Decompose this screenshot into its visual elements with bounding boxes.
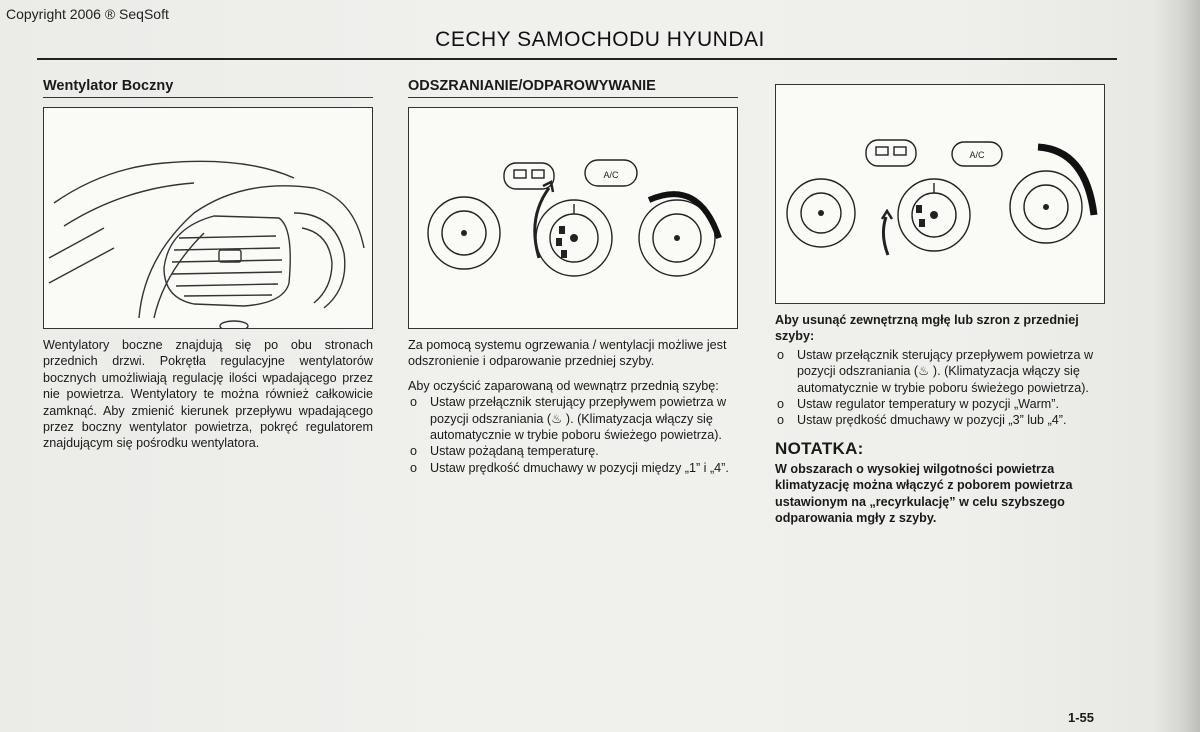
page-title: CECHY SAMOCHODU HYUNDAI xyxy=(435,28,765,51)
defrost-controls-figure xyxy=(408,107,738,329)
side-vent-description: Wentylatory boczne znajdują się po obu stronach przednich drzwi. Pokrętła regulacyjne wentylatorów bocznych umożliwiają regulację ilości wpadającego przez nie powietrza. Wentylatory te można również całkowicie zamknąć. Aby zmienić kierunek przepływu wpadającego przez boczny wentylator powietrza, pokręć regulatorem znajdującym się pośrodku wentylatora. xyxy=(43,338,373,451)
list-item: o Ustaw prędkość dmuchawy w pozycji między „1” i „4”. xyxy=(408,460,738,476)
exterior-defrost-heading: Aby usunąć zewnętrzną mgłę lub szron z przedniej szyby: xyxy=(775,313,1079,344)
column-side-vent xyxy=(43,78,373,460)
copyright-notice: Copyright 2006 ® SeqSoft xyxy=(6,6,169,22)
column-defrost xyxy=(408,78,738,482)
defrost-inside-heading: Aby oczyścić zaparowaną od wewnątrz przednią szybę: xyxy=(408,378,719,393)
list-item: o Ustaw regulator temperatury w pozycji „Warm”. xyxy=(775,396,1105,412)
climate-panel-illustration xyxy=(409,108,736,328)
side-vent-illustration xyxy=(44,108,371,328)
list-item: o Ustaw prędkość dmuchawy w pozycji „3” lub „4”. xyxy=(775,412,1105,428)
header-divider xyxy=(37,58,1117,60)
exterior-defrost-figure xyxy=(775,84,1105,304)
column-exterior-defrost xyxy=(775,78,1105,526)
defrost-intro: Za pomocą systemu ogrzewania / wentylacji możliwe jest odszronienie i odparowanie przedniej szyby. xyxy=(408,338,727,369)
ac-button-label: A/C xyxy=(969,150,985,160)
list-item: o Ustaw pożądaną temperaturę. xyxy=(408,443,738,459)
section-heading-side-vent: Wentylator Boczny xyxy=(43,78,373,98)
side-vent-figure xyxy=(43,107,373,329)
climate-panel-illustration-2 xyxy=(776,85,1103,303)
ac-button-label: A/C xyxy=(603,170,619,180)
page-edge-shadow xyxy=(1154,0,1200,732)
list-item: o Ustaw przełącznik sterujący przepływem powietrza w pozycji odszraniania (♨ ). (Klimatyzacja włączy się automatycznie w trybie poboru świeżego powietrza). xyxy=(408,394,738,443)
page-number: 1-55 xyxy=(1068,710,1095,725)
note-heading: NOTATKA: xyxy=(775,438,864,458)
section-heading-defrost: ODSZRANIANIE/ODPAROWYWANIE xyxy=(408,78,738,98)
exterior-defrost-steps xyxy=(775,347,1105,429)
list-item: o Ustaw przełącznik sterujący przepływem powietrza w pozycji odszraniania (♨ ). (Klimatyzacja włączy się automatycznie w trybie poboru świeżego powietrza). xyxy=(775,347,1105,396)
defrost-inside-steps xyxy=(408,394,738,476)
note-body: W obszarach o wysokiej wilgotności powietrza klimatyzację można włączyć z poborem powietrza ustawionym na „recyrkulację” w celu szybszego odparowania mgły z szyby. xyxy=(775,461,1073,526)
